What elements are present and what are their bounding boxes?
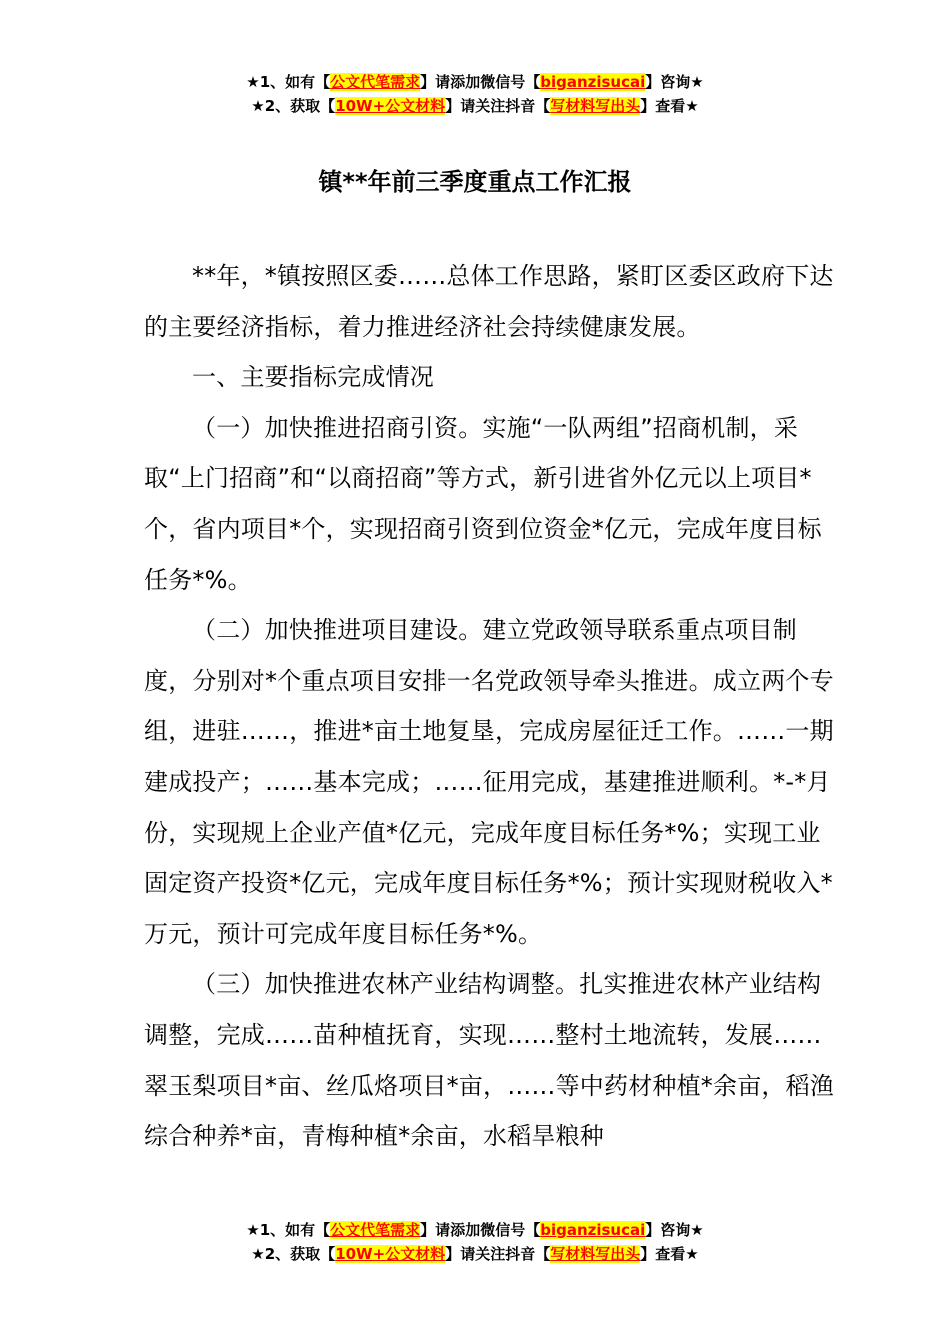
wechat-id-highlight: biganzisucai <box>540 1221 646 1239</box>
footer-banner <box>0 1218 950 1266</box>
materials-highlight: 10W+公文材料 <box>335 97 446 115</box>
service-highlight: 公文代笔需求 <box>330 73 421 91</box>
banner-line-2: ★2、获取【10W+公文材料】请关注抖音【写材料写出头】查看★ <box>251 1245 699 1263</box>
banner-line-1: ★1、如有【公文代笔需求】请添加微信号【biganzisucai】咨询★ <box>246 73 704 91</box>
service-highlight: 公文代笔需求 <box>330 1221 421 1239</box>
header-banner <box>0 70 950 118</box>
materials-highlight: 10W+公文材料 <box>335 1245 446 1263</box>
paragraph-investment: （一）加快推进招商引资。实施“一队两组”招商机制，采取“上门招商”和“以商招商”等方式，新引进省外亿元以上项目*个，省内项目*个，实现招商引资到位资金*亿元，完成年度目标任务*%。 <box>144 413 822 594</box>
banner-line-2: ★2、获取【10W+公文材料】请关注抖音【写材料写出头】查看★ <box>251 97 699 115</box>
paragraph-projects: （二）加快推进项目建设。建立党政领导联系重点项目制度，分别对*个重点项目安排一名党政领导牵头推进。成立两个专组，进驻……，推进*亩土地复垦，完成房屋征迁工作。……一期建成投产；……基本完成；……征用完成，基建推进顺利。*-*月份，实现规上企业产值*亿元，完成年度目标任务*%；实现工业固定资产投资*亿元，完成年度目标任务*%；预计实现财税收入*万元，预计可完成年度目标任务*%。 <box>144 616 834 948</box>
douyin-account-highlight: 写材料写出头 <box>550 97 641 115</box>
intro-paragraph: **年，*镇按照区委……总体工作思路，紧盯区委区政府下达的主要经济指标，着力推进经济社会持续健康发展。 <box>144 262 834 341</box>
section-heading: 一、主要指标完成情况 <box>192 363 434 392</box>
document-title: 镇**年前三季度重点工作汇报 <box>318 168 632 196</box>
wechat-id-highlight: biganzisucai <box>540 73 646 91</box>
douyin-account-highlight: 写材料写出头 <box>550 1245 641 1263</box>
paragraph-agriculture: （三）加快推进农林产业结构调整。扎实推进农林产业结构调整，完成……苗种植抚育，实现……整村土地流转，发展……翠玉梨项目*亩、丝瓜烙项目*亩，……等中药材种植*余亩，稻渔综合种养*亩，青梅种植*余亩，水稻旱粮种 <box>144 970 834 1151</box>
document-body <box>144 251 834 1162</box>
banner-line-1: ★1、如有【公文代笔需求】请添加微信号【biganzisucai】咨询★ <box>246 1221 704 1239</box>
